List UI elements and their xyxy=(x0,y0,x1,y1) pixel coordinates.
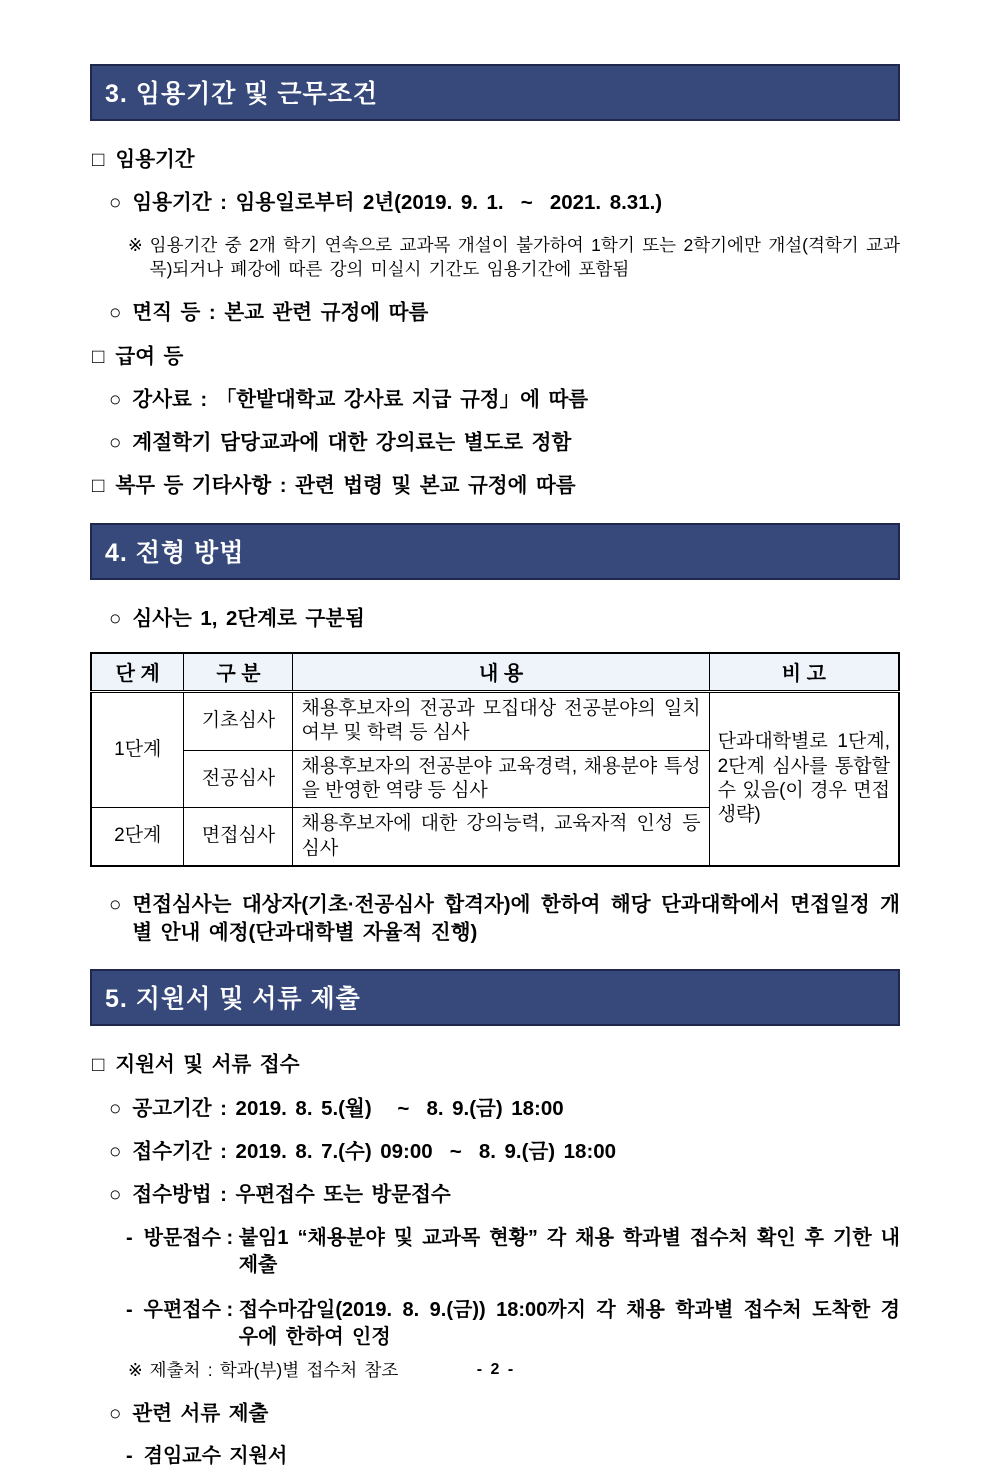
list-item xyxy=(126,1225,909,1280)
item-text: 제출처 : 학과(부)별 접수처 참조 xyxy=(149,1359,399,1380)
list-item xyxy=(126,1443,900,1471)
item-text: 관련 서류 제출 xyxy=(132,1401,269,1425)
col-header-type: 구 분 xyxy=(184,653,293,692)
reference-mark: ※ xyxy=(128,1359,143,1380)
section-4-header: 4. 전형 방법 xyxy=(90,523,900,580)
type-cell: 전공심사 xyxy=(184,750,293,808)
content-cell: 채용후보자에 대한 강의능력, 교육자적 인성 등 심사 xyxy=(293,808,709,866)
circle-bullet: ○ xyxy=(109,1096,122,1120)
circle-bullet: ○ xyxy=(109,1183,122,1207)
col-header-content: 내 용 xyxy=(293,653,709,692)
item-text: 강사료 : 「한밭대학교 강사료 지급 규정」에 따름 xyxy=(132,387,589,411)
list-item xyxy=(109,1095,900,1123)
square-bullet: □ xyxy=(92,148,105,171)
item-text: 접수기간 : 2019. 8. 7.(수) 09:00 ~ 8. 9.(금) 18:00 xyxy=(132,1139,617,1163)
dash-bullet: - xyxy=(126,1298,133,1321)
list-item xyxy=(92,1051,900,1079)
list-item-note xyxy=(128,233,900,283)
circle-bullet: ○ xyxy=(109,431,122,455)
list-item xyxy=(109,1181,900,1209)
list-item xyxy=(92,472,900,500)
page-number: - 2 - xyxy=(476,1361,516,1378)
item-text: 면접심사는 대상자(기초·전공심사 합격자)에 한하여 해당 단과대학에서 면접일정 개별 안내 예정(단과대학별 자율적 진행) xyxy=(132,892,900,945)
circle-bullet: ○ xyxy=(109,606,122,630)
item-text: 접수마감일(2019. 8. 9.(금)) 18:00까지 각 채용 학과별 접수처 도착한 경우에 한하여 인정 xyxy=(238,1298,900,1349)
item-text: 심사는 1, 2단계로 구분됨 xyxy=(132,606,365,630)
item-text: 공고기간 : 2019. 8. 5.(월) ~ 8. 9.(금) 18:00 xyxy=(132,1096,564,1120)
type-cell: 면접심사 xyxy=(184,808,293,866)
item-label: 우편접수 : xyxy=(143,1298,239,1321)
list-item xyxy=(109,891,900,948)
list-item xyxy=(109,429,900,457)
selection-method-table xyxy=(90,652,900,867)
section-5-header: 5. 지원서 및 서류 제출 xyxy=(90,969,900,1026)
circle-bullet: ○ xyxy=(109,1139,122,1163)
content-cell: 채용후보자의 전공과 모집대상 전공분야의 일치여부 및 학력 등 심사 xyxy=(293,691,709,750)
item-text: 붙임1 “채용분야 및 교과목 현황” 각 채용 학과별 접수처 확인 후 기한 내 제출 xyxy=(238,1226,909,1277)
circle-bullet: ○ xyxy=(109,1401,122,1425)
item-text: 지원서 및 서류 접수 xyxy=(115,1053,300,1077)
circle-bullet: ○ xyxy=(109,191,122,215)
content-cell: 채용후보자의 전공분야 교육경력, 채용분야 특성을 반영한 역량 등 심사 xyxy=(293,750,709,808)
item-text: 임용기간 중 2개 학기 연속으로 교과목 개설이 불가하여 1학기 또는 2학기에만 개설(격학기 교과목)되거나 폐강에 따른 강의 미실시 기간도 임용기간에 포함됨 xyxy=(149,234,900,280)
section-3-header: 3. 임용기간 및 근무조건 xyxy=(90,64,900,121)
item-text: 면직 등 : 본교 관련 규정에 따름 xyxy=(132,301,429,325)
dash-bullet: - xyxy=(126,1445,133,1467)
item-text: 급여 등 xyxy=(115,344,184,368)
reference-mark: ※ xyxy=(128,234,143,255)
circle-bullet: ○ xyxy=(109,892,122,916)
item-text: 복무 등 기타사항 : 관련 법령 및 본교 규정에 따름 xyxy=(115,474,576,498)
list-item xyxy=(92,146,900,174)
circle-bullet: ○ xyxy=(109,301,122,325)
square-bullet: □ xyxy=(92,344,105,368)
square-bullet: □ xyxy=(92,1053,105,1077)
circle-bullet: ○ xyxy=(109,387,122,411)
item-text: 계절학기 담당교과에 대한 강의료는 별도로 정함 xyxy=(132,431,572,455)
col-header-stage: 단 계 xyxy=(91,653,184,692)
item-text: 임용기간 : 임용일로부터 2년(2019. 9. 1. ~ 2021. 8.31.) xyxy=(132,191,663,215)
list-item xyxy=(109,299,900,327)
square-bullet: □ xyxy=(92,474,105,498)
list-item xyxy=(126,1297,900,1352)
item-text: 겸임교수 지원서 xyxy=(143,1445,288,1467)
list-item xyxy=(109,386,900,414)
table-header-row xyxy=(91,653,899,692)
list-item xyxy=(109,605,900,633)
col-header-remark: 비 고 xyxy=(709,653,899,692)
list-item xyxy=(109,1400,900,1428)
remark-cell: 단과대학별로 1단계, 2단계 심사를 통합할 수 있음(이 경우 면접 생략) xyxy=(709,691,899,865)
list-item xyxy=(109,189,900,217)
list-item xyxy=(109,1138,900,1166)
list-item xyxy=(92,343,900,371)
table-row xyxy=(91,691,899,750)
stage-cell: 2단계 xyxy=(91,808,184,866)
stage-cell: 1단계 xyxy=(91,691,184,807)
item-text: 임용기간 xyxy=(115,148,195,171)
dash-bullet: - xyxy=(126,1226,133,1249)
item-label: 방문접수 : xyxy=(143,1226,239,1249)
item-text: 접수방법 : 우편접수 또는 방문접수 xyxy=(132,1183,451,1207)
type-cell: 기초심사 xyxy=(184,691,293,750)
